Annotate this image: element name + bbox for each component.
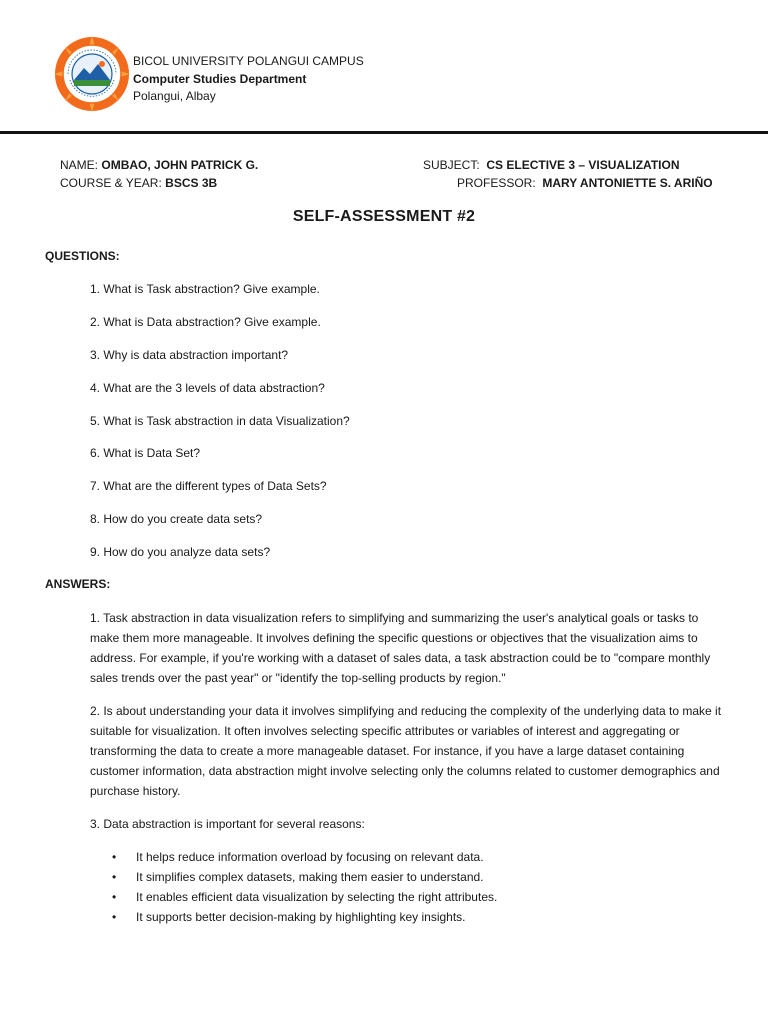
professor-field: [457, 175, 713, 192]
bullet-symbol: •: [112, 910, 117, 924]
question-item: 1. What is Task abstraction? Give example.: [90, 282, 320, 296]
bullet-item: [112, 867, 497, 887]
name-value: OMBAO, JOHN PATRICK G.: [101, 158, 259, 172]
bullet-text: It simplifies complex datasets, making them easier to understand.: [136, 870, 484, 884]
bullet-text: It supports better decision-making by highlighting key insights.: [136, 910, 466, 924]
course-value: BSCS 3B: [165, 176, 218, 190]
questions-heading: QUESTIONS:: [45, 249, 120, 263]
question-item: 4. What are the 3 levels of data abstraction?: [90, 381, 325, 395]
question-item: 7. What are the different types of Data Sets?: [90, 479, 327, 493]
university-seal-logo: [54, 36, 130, 112]
subject-label: SUBJECT:: [423, 158, 480, 172]
course-year-field: [60, 175, 217, 192]
university-name: BICOL UNIVERSITY POLANGUI CAMPUS: [133, 54, 364, 68]
question-item: 2. What is Data abstraction? Give example.: [90, 315, 321, 329]
professor-label: PROFESSOR:: [457, 176, 536, 190]
bullet-symbol: •: [112, 850, 117, 864]
bullet-text: It helps reduce information overload by focusing on relevant data.: [136, 850, 484, 864]
question-item: 5. What is Task abstraction in data Visualization?: [90, 414, 350, 428]
answer-paragraph: 2. Is about understanding your data it involves simplifying and reducing the complexity of the underlying data to make it suitable for visualization. It often involves selecting specific attributes or variables of interest and aggregating or transforming the data to create a more manageable dataset. For instance, if you have a large dataset containing customer information, data abstraction might involve selecting only the columns related to customer demographics and purchase history.: [90, 704, 722, 798]
answers-heading: ANSWERS:: [45, 577, 111, 591]
bullet-symbol: •: [112, 870, 117, 884]
bullet-text: It enables efficient data visualization by selecting the right attributes.: [136, 890, 498, 904]
course-label: COURSE & YEAR:: [60, 176, 162, 190]
question-item: 9. How do you analyze data sets?: [90, 545, 271, 559]
bullet-item: [112, 847, 497, 867]
question-item: 3. Why is data abstraction important?: [90, 348, 289, 362]
question-item: 6. What is Data Set?: [90, 446, 201, 460]
bullet-symbol: •: [112, 890, 117, 904]
subject-field: [423, 157, 680, 174]
student-name-field: [60, 157, 258, 174]
answer-paragraph: 1. Task abstraction in data visualization refers to simplifying and summarizing the user's analytical goals or tasks to make them more manageable. It involves defining the specific questions or objectives that the visualization aims to address. For example, if you're working with a dataset of sales data, a task abstraction could be to "compare monthly sales trends over the past year" or "identify the top-selling products by region.": [90, 611, 711, 685]
document-title: SELF-ASSESSMENT #2: [292, 208, 476, 225]
subject-value: CS ELECTIVE 3 – VISUALIZATION: [486, 158, 680, 172]
answer-paragraph: 3. Data abstraction is important for several reasons:: [90, 817, 365, 831]
bullet-item: [112, 887, 497, 907]
header-divider: [0, 131, 768, 134]
department-name: Computer Studies Department: [133, 71, 307, 86]
professor-value: MARY ANTONIETTE S. ARIÑO: [542, 176, 713, 190]
institution-block: [133, 53, 364, 106]
bullet-item: [112, 907, 497, 927]
campus-location: Polangui, Albay: [133, 89, 216, 103]
question-item: 8. How do you create data sets?: [90, 512, 263, 526]
name-label: NAME:: [60, 158, 99, 172]
bullet-list: [112, 847, 497, 927]
